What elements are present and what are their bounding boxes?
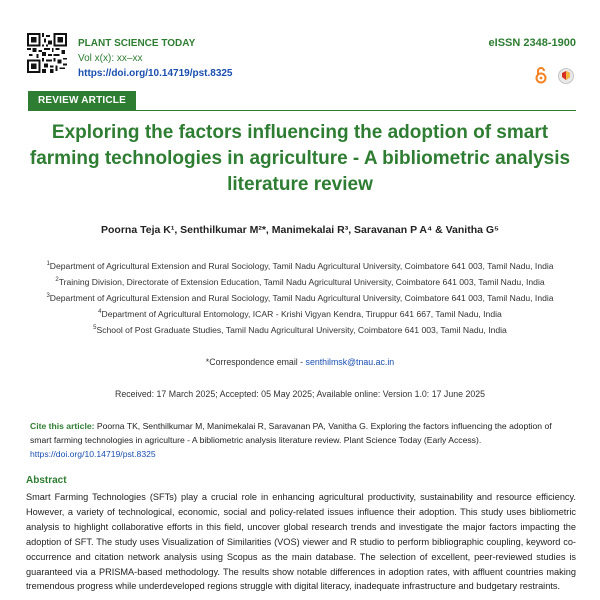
check-for-updates-icon[interactable] (558, 68, 574, 84)
article-title: Exploring the factors influencing the adoption of smart farming technologies in agriculture - A bibliometric analysis literature review (29, 122, 571, 195)
article-type-badge: REVIEW ARTICLE (28, 91, 136, 111)
journal-info (78, 36, 233, 81)
citation-label: Cite this article: (30, 421, 95, 431)
affiliation-3: $^3$Department of Agricultural Extension and Rural Sociology, Tamil Nadu Agricultural University, Coimbatore 641 003, Tamil Nadu, India (46, 293, 554, 303)
journal-volume: Vol x(x): xx–xx (78, 53, 143, 64)
citation-text: Poorna TK, Senthilkumar M, Manimekalai R, Saravanan PA, Vanitha G. Exploring the factors influencing the adoption of smart farming technologies in agriculture - A bibliometric analysis literature review. Plant Science Today (Early Access). (30, 421, 552, 445)
affiliation-4: $^4$Department of Agricultural Entomology, ICAR - Krishi Vigyan Kendra, Tiruppur 641 667, Tamil Nadu, India (98, 309, 502, 319)
affiliation-5: $^5$School of Post Graduate Studies, Tamil Nadu Agricultural University, Coimbatore 641 003, Tamil Nadu, India (93, 325, 507, 335)
correspondence-line (0, 357, 600, 367)
open-access-icon (534, 66, 548, 84)
correspondence-email-link[interactable]: senthilmsk@tnau.ac.in (305, 357, 395, 367)
qr-code (27, 33, 67, 73)
header-divider (28, 110, 576, 111)
abstract-heading: Abstract (26, 475, 67, 486)
abstract-text: Smart Farming Technologies (SFTs) play a crucial role in enhancing agricultural productivity, sustainability and resource efficiency. However, a variety of technological, economic, social and policy-related issues influence their adoption. This study uses bibliometric analysis to highlight collaborative efforts in this field, uncover global research trends and investigate the major factors impacting the adoption of SFT. The study uses Visualization of Similarities (VOS) viewer and R studio to perform bibliographic coupling, keyword co-occurrence and citation network analysis using Scopus as the main database. The selection of excellent, peer-reviewed studies is guaranteed via a PRISMA-based methodology. The results show notable differences in adoption rates, with affluent countries making tremendous progress while underdeveloped regions struggle with digital literacy, inadequate infrastructure and budgetary restraints. (26, 492, 576, 592)
author-list: Poorna Teja K¹, Senthilkumar M²*, Manimekalai R³, Saravanan P A⁴ & Vanitha G⁵ (101, 224, 499, 236)
correspondence-label: *Correspondence email - (205, 357, 306, 367)
journal-doi-link[interactable]: https://doi.org/10.14719/pst.8325 (78, 68, 233, 79)
citation-doi-link[interactable]: https://doi.org/10.14719/pst.8325 (30, 449, 156, 459)
affiliation-1: $^1$Department of Agricultural Extension and Rural Sociology, Tamil Nadu Agricultural University, Coimbatore 641 003, Tamil Nadu, India (46, 261, 554, 271)
affiliation-2: $^2$Training Division, Directorate of Extension Education, Tamil Nadu Agricultural University, Coimbatore 641 003, Tamil Nadu, India (55, 277, 545, 287)
citation-block (30, 419, 575, 461)
issn-label: eISSN 2348-1900 (488, 37, 576, 49)
journal-name: PLANT SCIENCE TODAY (78, 38, 196, 49)
publication-dates: Received: 17 March 2025; Accepted: 05 May 2025; Available online: Version 1.0: 17 June 2025 (114, 389, 486, 399)
